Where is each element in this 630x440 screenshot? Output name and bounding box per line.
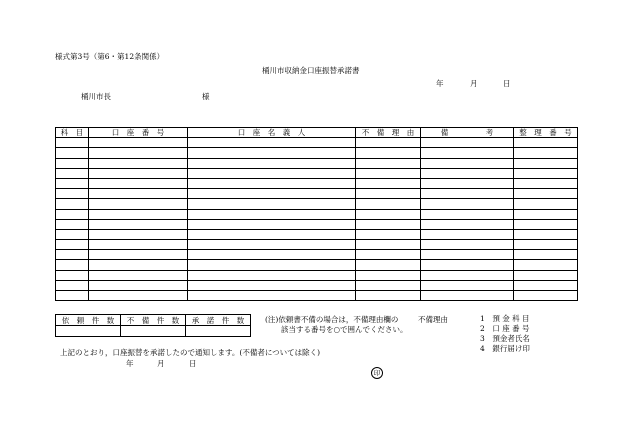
counts-value-row xyxy=(56,326,251,337)
table-cell[interactable] xyxy=(89,158,188,168)
table-cell[interactable] xyxy=(56,280,89,290)
table-cell[interactable] xyxy=(56,260,89,270)
table-cell[interactable] xyxy=(356,168,421,178)
table-cell[interactable] xyxy=(421,229,514,239)
table-cell[interactable] xyxy=(56,229,89,239)
col-reference-number: 整 理 番 号 xyxy=(514,128,578,138)
table-cell[interactable] xyxy=(356,240,421,250)
col-remarks: 備 考 xyxy=(421,128,514,138)
table-cell[interactable] xyxy=(89,229,188,239)
table-row xyxy=(56,209,578,219)
table-cell[interactable] xyxy=(188,260,356,270)
table-cell[interactable] xyxy=(356,199,421,209)
table-row xyxy=(56,260,578,270)
table-cell[interactable] xyxy=(89,209,188,219)
table-cell[interactable] xyxy=(514,291,578,301)
table-row xyxy=(56,148,578,158)
table-cell[interactable] xyxy=(514,219,578,229)
list-item: 4 銀行届け印 xyxy=(480,344,530,353)
table-row xyxy=(56,189,578,199)
table-cell[interactable] xyxy=(421,280,514,290)
table-cell[interactable] xyxy=(514,240,578,250)
table-cell[interactable] xyxy=(56,209,89,219)
table-cell[interactable] xyxy=(356,291,421,301)
addressee: 桶川市長 xyxy=(81,92,111,101)
table-cell[interactable] xyxy=(356,270,421,280)
table-cell[interactable] xyxy=(356,229,421,239)
table-cell[interactable] xyxy=(56,219,89,229)
table-cell[interactable] xyxy=(56,240,89,250)
table-cell[interactable] xyxy=(514,168,578,178)
account-table xyxy=(55,127,578,301)
footer-day-label: 日 xyxy=(189,359,197,368)
table-cell[interactable] xyxy=(89,178,188,188)
table-cell[interactable] xyxy=(356,178,421,188)
deficient-count-cell[interactable] xyxy=(121,326,186,337)
request-count-cell[interactable] xyxy=(56,326,121,337)
table-cell[interactable] xyxy=(514,158,578,168)
table-cell[interactable] xyxy=(89,189,188,199)
table-cell[interactable] xyxy=(514,148,578,158)
table-cell[interactable] xyxy=(421,138,514,148)
table-row xyxy=(56,158,578,168)
table-cell[interactable] xyxy=(356,138,421,148)
table-cell[interactable] xyxy=(188,199,356,209)
table-cell[interactable] xyxy=(188,229,356,239)
table-row xyxy=(56,280,578,290)
counts-table xyxy=(55,314,251,337)
table-row xyxy=(56,291,578,301)
table-cell[interactable] xyxy=(421,291,514,301)
table-cell[interactable] xyxy=(188,270,356,280)
table-row xyxy=(56,270,578,280)
table-cell[interactable] xyxy=(188,148,356,158)
table-cell[interactable] xyxy=(356,158,421,168)
table-cell[interactable] xyxy=(56,178,89,188)
table-cell[interactable] xyxy=(56,138,89,148)
table-cell[interactable] xyxy=(56,199,89,209)
table-cell[interactable] xyxy=(514,209,578,219)
counts-header-row xyxy=(56,315,251,326)
table-cell[interactable] xyxy=(356,148,421,158)
col-account-number: 口 座 番 号 xyxy=(89,128,188,138)
table-cell[interactable] xyxy=(56,148,89,158)
table-cell[interactable] xyxy=(421,219,514,229)
table-cell[interactable] xyxy=(56,189,89,199)
approved-count-cell[interactable] xyxy=(186,326,251,337)
col-request-count: 依 頼 件 数 xyxy=(56,315,121,326)
table-cell[interactable] xyxy=(56,270,89,280)
table-cell[interactable] xyxy=(514,270,578,280)
table-cell[interactable] xyxy=(514,260,578,270)
table-cell[interactable] xyxy=(421,260,514,270)
table-cell[interactable] xyxy=(89,250,188,260)
honorific: 様 xyxy=(202,92,210,101)
table-header-row xyxy=(56,128,578,138)
table-cell[interactable] xyxy=(421,168,514,178)
note-line-1: (注)依頼書不備の場合は，不備理由欄の xyxy=(265,315,399,324)
form-number: 様式第3号（第6・第12条関係） xyxy=(55,52,165,61)
reason-label: 不備理由 xyxy=(418,315,448,324)
table-row xyxy=(56,240,578,250)
form-title: 桶川市収納金口座振替承諾書 xyxy=(262,66,360,75)
date-month-label: 月 xyxy=(470,79,478,88)
table-cell[interactable] xyxy=(356,260,421,270)
table-cell[interactable] xyxy=(188,250,356,260)
table-cell[interactable] xyxy=(56,168,89,178)
table-body xyxy=(56,138,578,301)
table-cell[interactable] xyxy=(356,250,421,260)
list-item: 1 預 金 科 目 xyxy=(480,314,530,323)
table-cell[interactable] xyxy=(356,219,421,229)
col-subject: 科 目 xyxy=(56,128,89,138)
table-cell[interactable] xyxy=(188,158,356,168)
table-cell[interactable] xyxy=(188,178,356,188)
col-account-holder: 口 座 名 義 人 xyxy=(188,128,356,138)
table-cell[interactable] xyxy=(514,189,578,199)
reason-list xyxy=(480,314,530,354)
table-cell[interactable] xyxy=(514,250,578,260)
table-row xyxy=(56,219,578,229)
table-cell[interactable] xyxy=(188,168,356,178)
list-item: 3 預金者氏名 xyxy=(480,334,530,343)
table-row xyxy=(56,250,578,260)
col-approved-count: 承 諾 件 数 xyxy=(186,315,251,326)
table-row xyxy=(56,229,578,239)
note-line-2: 該当する番号を○で囲んでください。 xyxy=(281,325,408,334)
table-cell[interactable] xyxy=(514,138,578,148)
table-cell[interactable] xyxy=(188,189,356,199)
table-cell[interactable] xyxy=(421,148,514,158)
seal-mark: 印 xyxy=(371,367,383,379)
table-cell[interactable] xyxy=(514,229,578,239)
table-cell[interactable] xyxy=(188,209,356,219)
table-row xyxy=(56,199,578,209)
table-cell[interactable] xyxy=(89,270,188,280)
table-cell[interactable] xyxy=(421,270,514,280)
table-cell[interactable] xyxy=(514,178,578,188)
table-cell[interactable] xyxy=(188,240,356,250)
table-cell[interactable] xyxy=(89,260,188,270)
col-deficient-count: 不 備 件 数 xyxy=(121,315,186,326)
table-cell[interactable] xyxy=(89,280,188,290)
date-day-label: 日 xyxy=(503,79,511,88)
table-cell[interactable] xyxy=(514,280,578,290)
table-cell[interactable] xyxy=(56,158,89,168)
table-row xyxy=(56,138,578,148)
table-cell[interactable] xyxy=(356,189,421,199)
table-row xyxy=(56,178,578,188)
table-cell[interactable] xyxy=(56,291,89,301)
table-cell[interactable] xyxy=(356,280,421,290)
table-cell[interactable] xyxy=(188,138,356,148)
table-cell[interactable] xyxy=(89,148,188,158)
date-year-label: 年 xyxy=(436,79,444,88)
table-cell[interactable] xyxy=(356,209,421,219)
table-cell[interactable] xyxy=(421,178,514,188)
table-cell[interactable] xyxy=(89,138,188,148)
table-row xyxy=(56,168,578,178)
table-cell[interactable] xyxy=(89,168,188,178)
table-cell[interactable] xyxy=(421,240,514,250)
table-cell[interactable] xyxy=(421,250,514,260)
list-item: 2 口 座 番 号 xyxy=(480,324,530,333)
approval-statement: 上記のとおり，口座振替を承諾したので通知します。(不備者については除く) xyxy=(60,348,321,357)
table-cell[interactable] xyxy=(188,291,356,301)
footer-month-label: 月 xyxy=(157,359,165,368)
table-cell[interactable] xyxy=(188,280,356,290)
col-deficiency-reason: 不 備 理 由 xyxy=(356,128,421,138)
table-cell[interactable] xyxy=(56,250,89,260)
table-cell[interactable] xyxy=(421,209,514,219)
table-cell[interactable] xyxy=(421,158,514,168)
table-cell[interactable] xyxy=(89,199,188,209)
table-cell[interactable] xyxy=(514,199,578,209)
table-cell[interactable] xyxy=(421,189,514,199)
table-cell[interactable] xyxy=(188,219,356,229)
table-cell[interactable] xyxy=(89,240,188,250)
table-cell[interactable] xyxy=(89,291,188,301)
footer-year-label: 年 xyxy=(126,359,134,368)
table-cell[interactable] xyxy=(421,199,514,209)
table-cell[interactable] xyxy=(89,219,188,229)
